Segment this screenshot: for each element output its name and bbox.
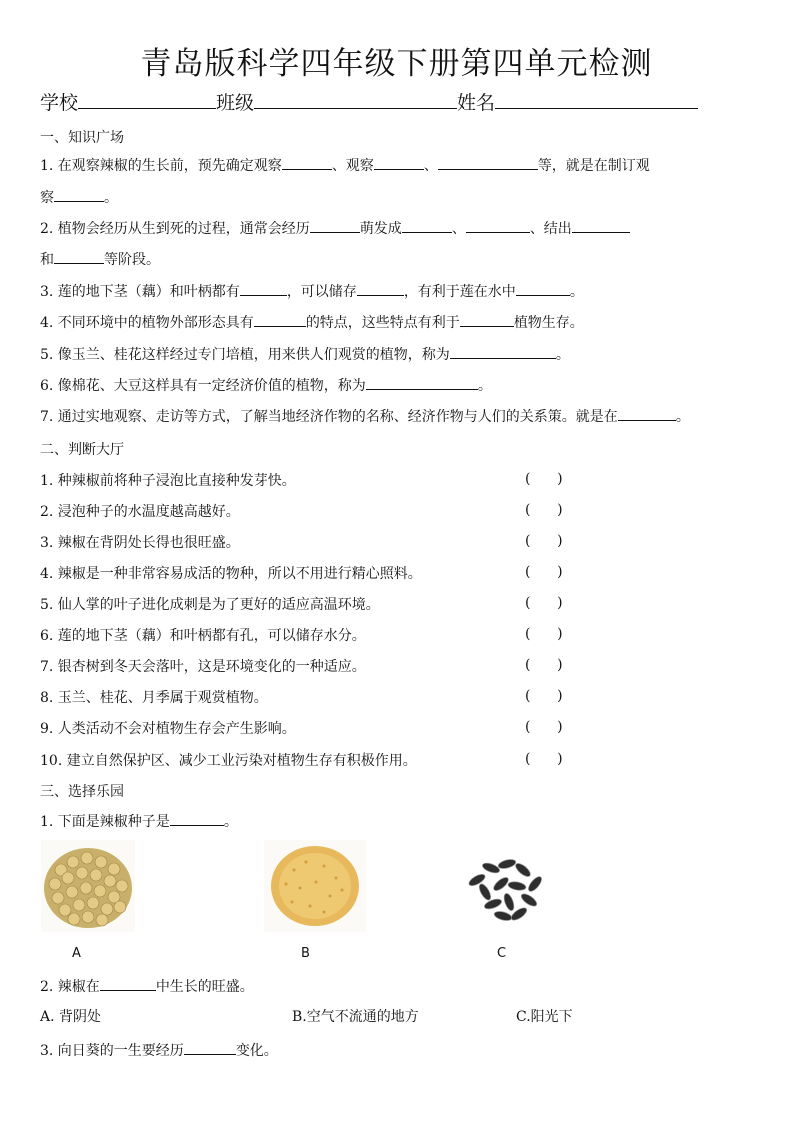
option-a-label: A — [72, 946, 81, 961]
answer-blank — [450, 343, 556, 359]
choice-q2-option-c: C.阳光下 — [516, 1009, 573, 1025]
answer-parentheses: ( ) — [525, 751, 563, 767]
option-b-label: B — [301, 946, 310, 961]
answer-blank — [516, 280, 570, 296]
answer-parentheses: ( ) — [525, 502, 563, 518]
answer-blank — [572, 217, 630, 233]
section-2-heading: 二、判断大厅 — [40, 442, 124, 458]
judge-item: 5. 仙人掌的叶子进化成刺是为了更好的适应高温环境。 — [40, 597, 380, 613]
judge-item: 4. 辣椒是一种非常容易成活的物种，所以不用进行精心照料。 — [40, 566, 422, 582]
answer-blank — [240, 280, 287, 296]
answer-parentheses: ( ) — [525, 719, 563, 735]
answer-blank — [170, 810, 224, 826]
judge-item: 1. 种辣椒前将种子浸泡比直接种发芽快。 — [40, 473, 296, 489]
judge-item: 2. 浸泡种子的水温度越高越好。 — [40, 504, 240, 520]
fine-seeds-image — [264, 840, 366, 932]
answer-parentheses: ( ) — [525, 657, 563, 673]
answer-blank — [54, 186, 104, 202]
class-blank — [254, 88, 457, 109]
answer-blank — [310, 217, 360, 233]
choice-question-3: 3. 向日葵的一生要经历 变化。 — [40, 1039, 278, 1061]
choice-q2-option-a: A. 背阴处 — [40, 1009, 102, 1025]
school-blank — [78, 88, 216, 109]
judge-item: 3. 辣椒在背阴处长得也很旺盛。 — [40, 535, 240, 551]
choice-question-1: 1. 下面是辣椒种子是 。 — [40, 810, 238, 832]
answer-blank — [357, 280, 404, 296]
page-title: 青岛版科学四年级下册第四单元检测 — [140, 46, 653, 82]
sunflower-seeds-image — [457, 840, 549, 932]
answer-blank — [618, 405, 676, 421]
judge-item: 7. 银杏树到冬天会落叶，这是环境变化的一种适应。 — [40, 659, 366, 675]
question-1-7: 7. 通过实地观察、走访等方式，了解当地经济作物的名称、经济作物与人们的关系策。就是在 。 — [40, 405, 690, 427]
answer-parentheses: ( ) — [525, 533, 563, 549]
class-label: 班级 — [216, 92, 255, 114]
judge-item: 6. 莲的地下茎（藕）和叶柄都有孔，可以储存水分。 — [40, 628, 366, 644]
answer-blank — [466, 217, 530, 233]
answer-parentheses: ( ) — [525, 564, 563, 580]
answer-parentheses: ( ) — [525, 688, 563, 704]
student-info-row — [40, 88, 760, 115]
question-1-4: 4. 不同环境中的植物外部形态具有 的特点，这些特点有利于 植物生存。 — [40, 311, 584, 333]
answer-blank — [460, 311, 514, 327]
question-1-2: 2. 植物会经历从生到死的过程，通常会经历 萌发成 、 、结出 — [40, 217, 630, 239]
question-1-6: 6. 像棉花、大豆这样具有一定经济价值的植物，称为 。 — [40, 374, 492, 396]
soybean-seeds-image — [41, 840, 135, 932]
answer-blank — [438, 154, 538, 170]
answer-parentheses: ( ) — [525, 626, 563, 642]
name-label: 姓名 — [457, 92, 496, 114]
question-1-2-cont: 和 等阶段。 — [40, 248, 160, 270]
answer-parentheses: ( ) — [525, 595, 563, 611]
judge-item: 8. 玉兰、桂花、月季属于观赏植物。 — [40, 690, 268, 706]
school-label: 学校 — [40, 92, 79, 114]
section-1-heading: 一、知识广场 — [40, 130, 124, 146]
judge-item: 10. 建立自然保护区、减少工业污染对植物生存有积极作用。 — [40, 753, 417, 769]
answer-parentheses: ( ) — [525, 471, 563, 487]
answer-blank — [402, 217, 452, 233]
choice-question-2: 2. 辣椒在 中生长的旺盛。 — [40, 975, 254, 997]
answer-blank — [366, 374, 478, 390]
answer-blank — [282, 154, 332, 170]
answer-blank — [54, 248, 104, 264]
option-c-label: C — [497, 946, 507, 961]
answer-blank — [100, 975, 156, 991]
question-1-3: 3. 莲的地下茎（藕）和叶柄都有 ，可以储存 ，有利于莲在水中 。 — [40, 280, 584, 302]
section-3-heading: 三、选择乐园 — [40, 784, 124, 800]
judge-item: 9. 人类活动不会对植物生存会产生影响。 — [40, 721, 296, 737]
answer-blank — [184, 1039, 236, 1055]
answer-blank — [254, 311, 306, 327]
question-1-5: 5. 像玉兰、桂花这样经过专门培植，用来供人们观赏的植物，称为 。 — [40, 343, 570, 365]
question-1-1-cont: 察 。 — [40, 186, 118, 208]
choice-q2-option-b: B.空气不流通的地方 — [292, 1009, 419, 1025]
question-1-1: 1. 在观察辣椒的生长前，预先确定观察 、观察 、 等，就是在制订观 — [40, 154, 650, 176]
name-blank — [495, 88, 698, 109]
answer-blank — [374, 154, 424, 170]
